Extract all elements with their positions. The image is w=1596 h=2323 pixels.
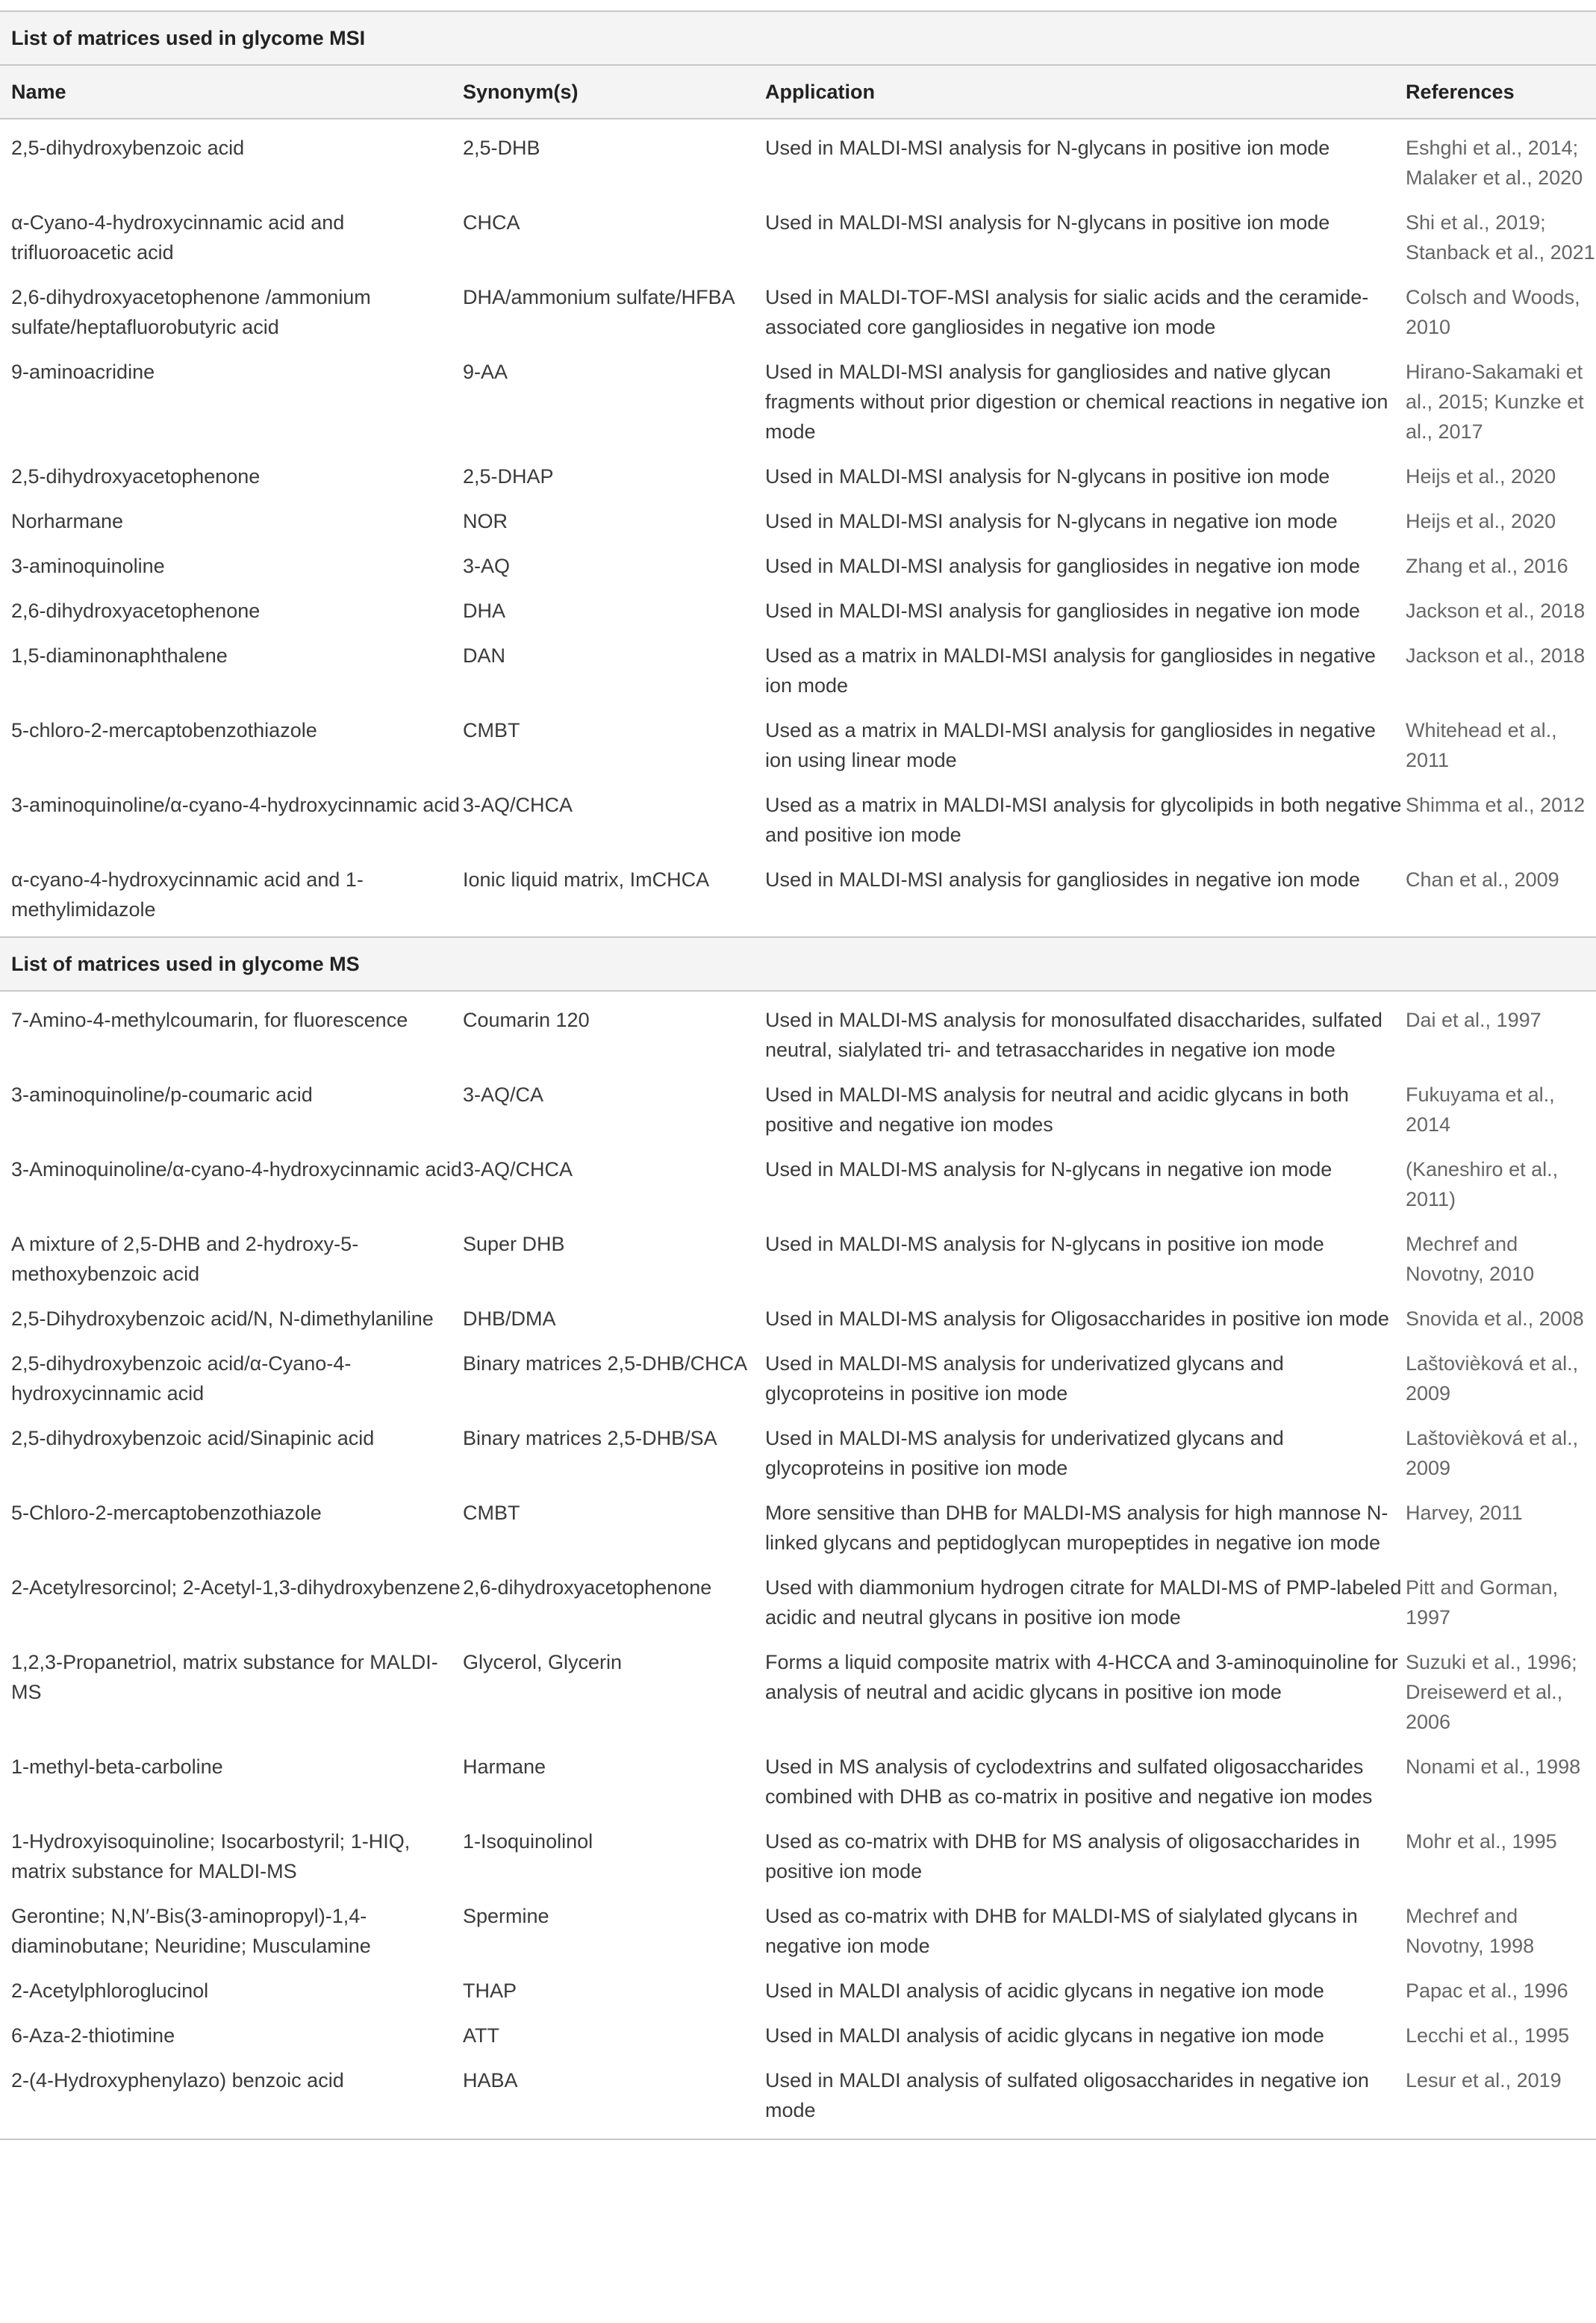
- cell-synonym: CHCA: [463, 211, 520, 234]
- cell-application: Used in MALDI-MS analysis for neutral and acidic glycans in both positive and negative ion modes: [765, 1083, 1349, 1136]
- cell-application: Used in MALDI-MS analysis for monosulfated disaccharides, sulfated neutral, sialylated tri- and tetrasaccharides in negative ion mode: [765, 1009, 1383, 1061]
- cell-name: 1-methyl-beta-carboline: [11, 1756, 223, 1778]
- column-header-name: Name: [0, 65, 463, 119]
- table-row: [0, 119, 1596, 197]
- cell-synonym: 3-AQ: [463, 555, 511, 577]
- table-row: [0, 1338, 1596, 1413]
- cell-synonym: Ionic liquid matrix, ImCHCA: [463, 868, 710, 891]
- cell-name: 2,5-dihydroxybenzoic acid/α-Cyano-4-hydroxycinnamic acid: [11, 1352, 352, 1405]
- cell-references: Suzuki et al., 1996; Dreisewerd et al., 2006: [1406, 1651, 1577, 1733]
- table-row: [0, 1891, 1596, 1965]
- cell-synonym: DHA/ammonium sulfate/HFBA: [463, 286, 735, 308]
- cell-name: 1,5-diaminonaphthalene: [11, 644, 228, 667]
- cell-name: 3-aminoquinoline/α-cyano-4-hydroxycinnamic acid: [11, 794, 460, 816]
- table-row: [0, 197, 1596, 272]
- cell-references: Mohr et al., 1995: [1406, 1830, 1557, 1853]
- column-header-row: [0, 65, 1596, 119]
- table-row: [0, 1562, 1596, 1637]
- cell-references: Harvey, 2011: [1406, 1502, 1523, 1524]
- cell-references: Whitehead et al., 2011: [1406, 719, 1557, 771]
- cell-application: Used as a matrix in MALDI-MSI analysis for gangliosides in negative ion mode: [765, 644, 1376, 697]
- table-row: [0, 1069, 1596, 1144]
- cell-name: 2-(4-Hydroxyphenylazo) benzoic acid: [11, 2069, 344, 2092]
- cell-application: Used in MALDI-MSI analysis for N-glycans in positive ion mode: [765, 211, 1330, 234]
- cell-name: 9-aminoacridine: [11, 361, 155, 383]
- table-row: [0, 496, 1596, 541]
- cell-application: Used in MALDI-MS analysis for underivatized glycans and glycoproteins in positive ion mode: [765, 1352, 1284, 1405]
- cell-name: 2,6-dihydroxyacetophenone: [11, 600, 261, 622]
- cell-name: 5-chloro-2-mercaptobenzothiazole: [11, 719, 317, 741]
- section-heading-row: [0, 937, 1596, 991]
- cell-name: 3-aminoquinoline: [11, 555, 165, 577]
- cell-name: 2,5-dihydroxybenzoic acid: [11, 137, 245, 159]
- cell-references: Dai et al., 1997: [1406, 1009, 1542, 1031]
- cell-name: α-cyano-4-hydroxycinnamic acid and 1-methylimidazole: [11, 868, 364, 921]
- cell-references: Laštovièková et al., 2009: [1406, 1352, 1579, 1405]
- cell-synonym: Binary matrices 2,5-DHB/SA: [463, 1427, 717, 1449]
- section-title: List of matrices used in glycome MS: [0, 937, 1596, 991]
- cell-references: Shi et al., 2019; Stanback et al., 2021: [1406, 211, 1595, 264]
- cell-synonym: CMBT: [463, 719, 520, 741]
- cell-synonym: 1-Isoquinolinol: [463, 1830, 593, 1853]
- cell-synonym: 2,5-DHB: [463, 137, 540, 159]
- cell-references: Nonami et al., 1998: [1406, 1756, 1581, 1778]
- cell-synonym: HABA: [463, 2069, 518, 2092]
- cell-name: 5-Chloro-2-mercaptobenzothiazole: [11, 1502, 322, 1524]
- cell-synonym: Super DHB: [463, 1233, 565, 1255]
- table-row: [0, 2010, 1596, 2055]
- cell-synonym: Glycerol, Glycerin: [463, 1651, 623, 1673]
- cell-application: Used in MALDI-TOF-MSI analysis for sialic acids and the ceramide-associated core gangliosides in negative ion mode: [765, 286, 1369, 338]
- cell-application: Used in MALDI-MS analysis for N-glycans in positive ion mode: [765, 1233, 1324, 1255]
- cell-name: A mixture of 2,5-DHB and 2-hydroxy-5-methoxybenzoic acid: [11, 1233, 359, 1285]
- cell-references: Jackson et al., 2018: [1406, 644, 1586, 667]
- cell-synonym: Coumarin 120: [463, 1009, 590, 1031]
- cell-application: Used in MALDI-MSI analysis for gangliosides in negative ion mode: [765, 600, 1360, 622]
- cell-synonym: DHB/DMA: [463, 1307, 556, 1330]
- table-row: [0, 1487, 1596, 1562]
- table-row: [0, 705, 1596, 780]
- cell-references: Lesur et al., 2019: [1406, 2069, 1562, 2092]
- cell-name: 3-Aminoquinoline/α-cyano-4-hydroxycinnamic acid: [11, 1158, 462, 1181]
- cell-name: 3-aminoquinoline/p-coumaric acid: [11, 1083, 313, 1106]
- table-row: [0, 1144, 1596, 1219]
- cell-references: Jackson et al., 2018: [1406, 600, 1586, 622]
- cell-synonym: Spermine: [463, 1905, 549, 1927]
- cell-application: Used in MALDI-MSI analysis for gangliosides in negative ion mode: [765, 868, 1360, 891]
- cell-references: Heijs et al., 2020: [1406, 510, 1556, 532]
- table-row: [0, 1219, 1596, 1293]
- cell-application: Used in MS analysis of cyclodextrins and sulfated oligosaccharides combined with DHB as co-matrix in positive and negative ion modes: [765, 1756, 1373, 1808]
- table-row: [0, 854, 1596, 937]
- cell-synonym: 2,5-DHAP: [463, 465, 554, 488]
- cell-name: 6-Aza-2-thiotimine: [11, 2024, 175, 2047]
- table-row: [0, 585, 1596, 630]
- cell-application: Used as a matrix in MALDI-MSI analysis for glycolipids in both negative and positive ion mode: [765, 794, 1402, 846]
- table-body: [0, 11, 1596, 2137]
- cell-name: 2,5-Dihydroxybenzoic acid/N, N-dimethylaniline: [11, 1307, 434, 1330]
- cell-name: Gerontine; N,N′-Bis(3-aminopropyl)-1,4-diaminobutane; Neuridine; Musculamine: [11, 1905, 371, 1957]
- cell-name: 2-Acetylresorcinol; 2-Acetyl-1,3-dihydroxybenzene: [11, 1576, 461, 1599]
- cell-references: Pitt and Gorman, 1997: [1406, 1576, 1559, 1629]
- cell-synonym: ATT: [463, 2024, 499, 2047]
- cell-name: 1,2,3-Propanetriol, matrix substance for MALDI-MS: [11, 1651, 438, 1703]
- table-row: [0, 630, 1596, 705]
- cell-application: Used in MALDI-MSI analysis for gangliosides in negative ion mode: [765, 555, 1360, 577]
- cell-name: 2,6-dihydroxyacetophenone /ammonium sulfate/heptafluorobutyric acid: [11, 286, 371, 338]
- table-bottom-rule: [0, 2139, 1596, 2140]
- table-row: [0, 1637, 1596, 1741]
- cell-references: Hirano-Sakamaki et al., 2015; Kunzke et al., 2017: [1406, 361, 1584, 443]
- table-row: [0, 1816, 1596, 1891]
- cell-name: 1-Hydroxyisoquinoline; Isocarbostyril; 1-HIQ, matrix substance for MALDI-MS: [11, 1830, 411, 1882]
- table-row: [0, 2055, 1596, 2137]
- cell-application: Used in MALDI analysis of acidic glycans in negative ion mode: [765, 1980, 1324, 2002]
- cell-synonym: NOR: [463, 510, 508, 532]
- cell-references: Lecchi et al., 1995: [1406, 2024, 1570, 2047]
- cell-references: Mechref and Novotny, 1998: [1406, 1905, 1535, 1957]
- cell-synonym: Binary matrices 2,5-DHB/CHCA: [463, 1352, 748, 1375]
- cell-references: Zhang et al., 2016: [1406, 555, 1568, 577]
- table-row: [0, 1293, 1596, 1338]
- cell-references: Colsch and Woods, 2010: [1406, 286, 1580, 338]
- table-row: [0, 541, 1596, 585]
- table-row: [0, 991, 1596, 1069]
- cell-name: α-Cyano-4-hydroxycinnamic acid and trifluoroacetic acid: [11, 211, 345, 264]
- cell-application: Used in MALDI-MSI analysis for gangliosides and native glycan fragments without prior digestion or chemical reactions in negative ion mode: [765, 361, 1388, 443]
- cell-references: Papac et al., 1996: [1406, 1980, 1568, 2002]
- cell-application: Used in MALDI-MSI analysis for N-glycans in positive ion mode: [765, 465, 1330, 488]
- table-row: [0, 1413, 1596, 1487]
- section-title: List of matrices used in glycome MSI: [0, 11, 1596, 65]
- cell-synonym: 3-AQ/CHCA: [463, 1158, 573, 1181]
- cell-synonym: 9-AA: [463, 361, 508, 383]
- section-heading-row: [0, 11, 1596, 65]
- cell-application: Used in MALDI analysis of sulfated oligosaccharides in negative ion mode: [765, 2069, 1369, 2121]
- table-row: [0, 1965, 1596, 2010]
- cell-references: Snovida et al., 2008: [1406, 1307, 1584, 1330]
- cell-references: (Kaneshiro et al., 2011): [1406, 1158, 1559, 1210]
- cell-synonym: DHA: [463, 600, 506, 622]
- table-row: [0, 272, 1596, 346]
- table-row: [0, 780, 1596, 854]
- cell-references: Chan et al., 2009: [1406, 868, 1559, 891]
- cell-synonym: 3-AQ/CHCA: [463, 794, 573, 816]
- table-row: [0, 1741, 1596, 1816]
- cell-references: Laštovièková et al., 2009: [1406, 1427, 1579, 1479]
- cell-application: Used as co-matrix with DHB for MS analysis of oligosaccharides in positive ion mode: [765, 1830, 1360, 1882]
- cell-name: Norharmane: [11, 510, 124, 532]
- cell-synonym: 3-AQ/CA: [463, 1083, 544, 1106]
- cell-synonym: THAP: [463, 1980, 517, 2002]
- cell-references: Heijs et al., 2020: [1406, 465, 1556, 488]
- cell-application: Used in MALDI-MSI analysis for N-glycans in negative ion mode: [765, 510, 1338, 532]
- cell-application: Used in MALDI-MS analysis for Oligosaccharides in positive ion mode: [765, 1307, 1389, 1330]
- cell-references: Shimma et al., 2012: [1406, 794, 1586, 816]
- column-header-synonym: Synonym(s): [463, 65, 765, 119]
- cell-application: Used in MALDI-MS analysis for underivatized glycans and glycoproteins in positive ion mode: [765, 1427, 1284, 1479]
- cell-references: Eshghi et al., 2014; Malaker et al., 2020: [1406, 137, 1583, 189]
- table-row: [0, 451, 1596, 496]
- cell-name: 2,5-dihydroxybenzoic acid/Sinapinic acid: [11, 1427, 375, 1449]
- column-header-references: References: [1406, 65, 1596, 119]
- cell-application: Used with diammonium hydrogen citrate for MALDI-MS of PMP-labeled acidic and neutral glycans in positive ion mode: [765, 1576, 1402, 1629]
- cell-references: Mechref and Novotny, 2010: [1406, 1233, 1535, 1285]
- cell-application: Used as co-matrix with DHB for MALDI-MS of sialylated glycans in negative ion mode: [765, 1905, 1358, 1957]
- cell-application: Forms a liquid composite matrix with 4-HCCA and 3-aminoquinoline for analysis of neutral and acidic glycans in positive ion mode: [765, 1651, 1398, 1703]
- cell-application: More sensitive than DHB for MALDI-MS analysis for high mannose N-linked glycans and peptidoglycan muropeptides in negative ion mode: [765, 1502, 1388, 1554]
- cell-synonym: Harmane: [463, 1756, 546, 1778]
- cell-application: Used in MALDI-MS analysis for N-glycans in negative ion mode: [765, 1158, 1332, 1181]
- cell-synonym: DAN: [463, 644, 506, 667]
- table-row: [0, 346, 1596, 451]
- column-header-application: Application: [765, 65, 1406, 119]
- cell-name: 2,5-dihydroxyacetophenone: [11, 465, 261, 488]
- cell-name: 2-Acetylphloroglucinol: [11, 1980, 209, 2002]
- cell-application: Used as a matrix in MALDI-MSI analysis for gangliosides in negative ion using linear mode: [765, 719, 1376, 771]
- cell-synonym: 2,6-dihydroxyacetophenone: [463, 1576, 712, 1599]
- cell-name: 7-Amino-4-methylcoumarin, for fluorescence: [11, 1009, 408, 1031]
- matrices-table: [0, 10, 1596, 2137]
- cell-references: Fukuyama et al., 2014: [1406, 1083, 1555, 1136]
- cell-synonym: CMBT: [463, 1502, 520, 1524]
- cell-application: Used in MALDI analysis of acidic glycans in negative ion mode: [765, 2024, 1324, 2047]
- cell-application: Used in MALDI-MSI analysis for N-glycans in positive ion mode: [765, 137, 1330, 159]
